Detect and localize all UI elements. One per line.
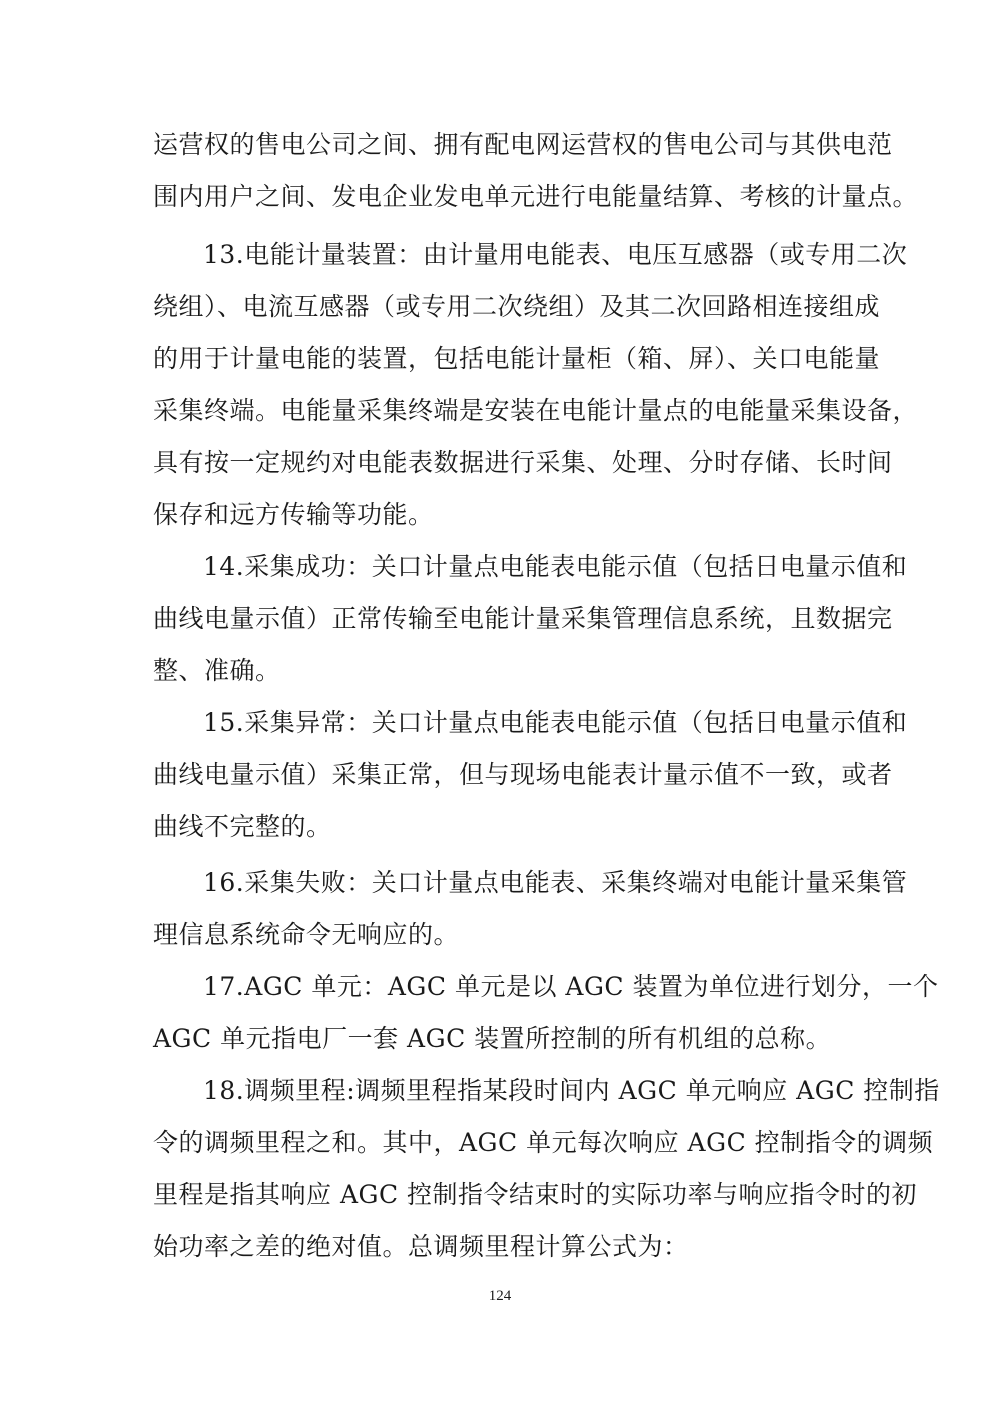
text-line: 18.调频里程:调频里程指某段时间内 AGC 单元响应 AGC 控制指 — [203, 1076, 940, 1105]
text-line: 14.采集成功：关口计量点电能表电能示值（包括日电量示值和 — [203, 552, 908, 581]
text-line: 令的调频里程之和。其中，AGC 单元每次响应 AGC 控制指令的调频 — [153, 1128, 934, 1157]
text-line: 采集终端。电能量采集终端是安装在电能计量点的电能量采集设备， — [153, 396, 919, 425]
text-line: 绕组）、电流互感器（或专用二次绕组）及其二次回路相连接组成 — [153, 292, 881, 321]
text-line: 理信息系统命令无响应的。 — [153, 920, 460, 949]
text-line: 13.电能计量装置：由计量用电能表、电压互感器（或专用二次 — [203, 240, 908, 269]
text-line: 曲线电量示值）正常传输至电能计量采集管理信息系统，且数据完 — [153, 604, 893, 633]
text-line: 整、准确。 — [153, 656, 281, 685]
text-line: 曲线不完整的。 — [153, 812, 332, 841]
text-line: 围内用户之间、发电企业发电单元进行电能量结算、考核的计量点。 — [153, 182, 919, 211]
text-line: AGC 单元指电厂一套 AGC 装置所控制的所有机组的总称。 — [153, 1024, 832, 1053]
text-line: 15.采集异常：关口计量点电能表电能示值（包括日电量示值和 — [203, 708, 908, 737]
text-line: 保存和远方传输等功能。 — [153, 500, 434, 529]
text-line: 运营权的售电公司之间、拥有配电网运营权的售电公司与其供电范 — [153, 130, 893, 159]
text-line: 具有按一定规约对电能表数据进行采集、处理、分时存储、长时间 — [153, 448, 893, 477]
text-line: 里程是指其响应 AGC 控制指令结束时的实际功率与响应指令时的初 — [153, 1180, 918, 1209]
text-line: 17.AGC 单元：AGC 单元是以 AGC 装置为单位进行划分，一个 — [203, 972, 939, 1001]
text-line: 始功率之差的绝对值。总调频里程计算公式为： — [153, 1232, 689, 1261]
text-line: 16.采集失败：关口计量点电能表、采集终端对电能计量采集管 — [203, 868, 908, 897]
page-number: 124 — [488, 1288, 512, 1304]
text-line: 的用于计量电能的装置，包括电能计量柜（箱、屏）、关口电能量 — [153, 344, 881, 373]
text-line: 曲线电量示值）采集正常，但与现场电能表计量示值不一致，或者 — [153, 760, 893, 789]
